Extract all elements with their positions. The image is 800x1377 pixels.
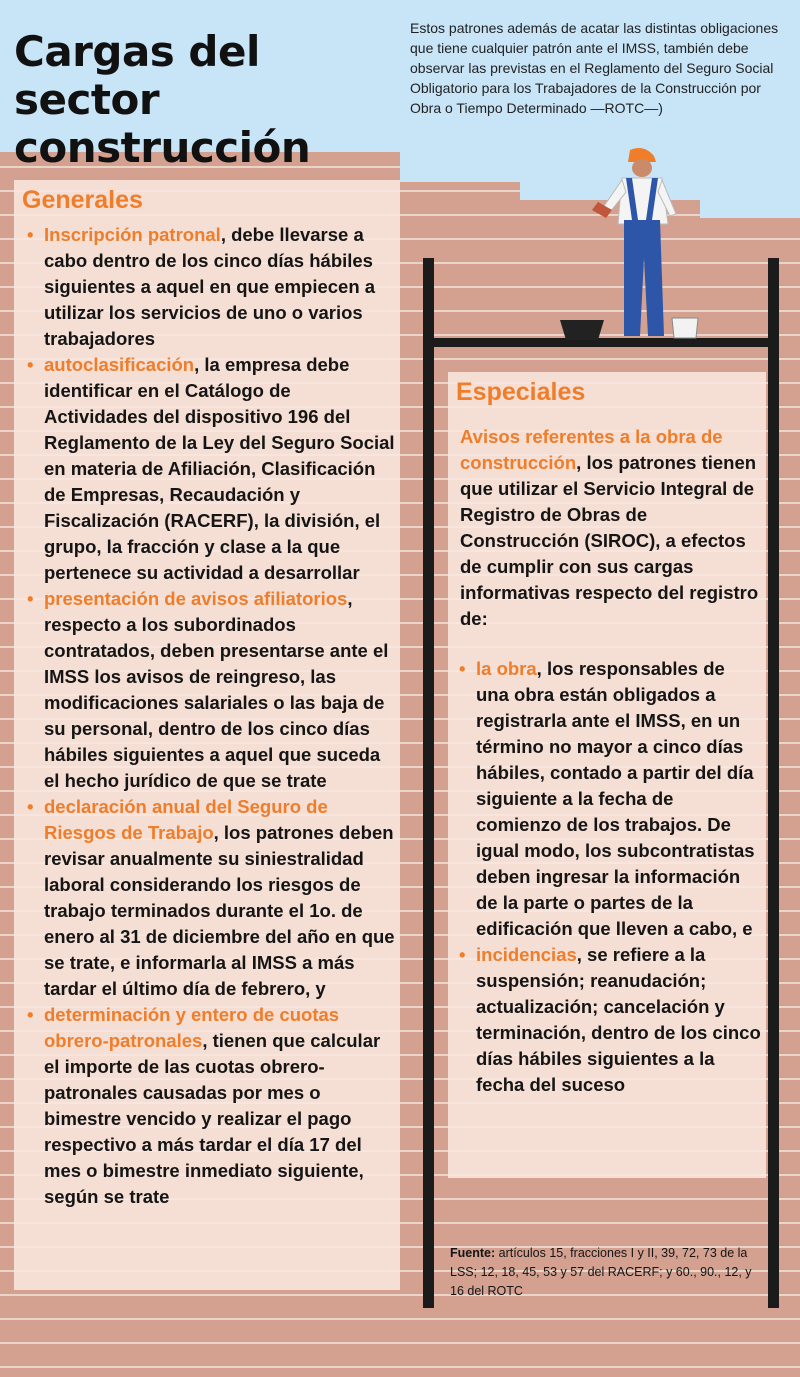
especiales-list bbox=[456, 656, 762, 1098]
generales-heading: Generales bbox=[22, 186, 143, 214]
scaffold-post-right bbox=[768, 258, 779, 1308]
especiales-intro bbox=[460, 424, 760, 632]
item-text: , debe llevarse a cabo dentro de los cinco días hábiles siguientes a aquel en que empiecen a utilizar los servicios de uno o varios trabajadores bbox=[44, 224, 376, 349]
construction-worker-illustration bbox=[560, 140, 700, 340]
item-term: presentación de avisos afiliatorios bbox=[44, 588, 348, 609]
item-term: Inscripción patronal bbox=[44, 224, 221, 245]
scaffold-post-left bbox=[423, 258, 434, 1308]
item-text: , respecto a los subordinados contratados, deben presentarse ante el IMSS los avisos de reingreso, las modificaciones salariales o las baja de su personal, dentro de los cinco días hábiles siguientes a aquel que suceda el hecho jurídico de que se trate bbox=[44, 588, 389, 791]
item-term: la obra bbox=[476, 658, 537, 679]
especiales-heading: Especiales bbox=[456, 378, 586, 406]
source-note bbox=[450, 1244, 768, 1301]
item-term: incidencias bbox=[476, 944, 577, 965]
intro-text: , los patrones tienen que utilizar el Servicio Integral de Registro de Obras de Construcción (SIROC), a efectos de cumplir con sus cargas informativas respecto del registro de: bbox=[460, 452, 759, 629]
item-text: , tienen que calcular el importe de las cuotas obrero-patronales causadas por mes o bimestre vencido y realizar el pago respectivo a más tardar el día 17 del mes o bimestre inmediato siguiente, según se trate bbox=[44, 1030, 381, 1207]
item-term: declaración anual del Seguro de Riesgos de Trabajo bbox=[44, 796, 328, 843]
item-term: autoclasificación bbox=[44, 354, 195, 375]
intro-text: Estos patrones además de acatar las distintas obligaciones que tiene cualquier patrón ante el IMSS, también debe observar las previstas en el Reglamento del Seguro Social Obligatorio para los Trabajadores de la Construcción por Obra o Tiempo Determinado —ROTC—) bbox=[410, 20, 779, 116]
item-text: , los responsables de una obra están obligados a registrarla ante el IMSS, en un término no mayor a cinco días hábiles, contado a partir del día siguiente a la fecha de comienzo de los trabajos. De igual modo, los subcontratistas deben ingresar la información de la parte o partes de la edificación que lleven a cabo, e bbox=[476, 658, 755, 939]
list-item bbox=[24, 1002, 396, 1210]
item-term: determinación y entero de cuotas obrero-patronales bbox=[44, 1004, 340, 1051]
list-item bbox=[24, 794, 396, 1002]
item-text: , la empresa debe identificar en el Catálogo de Actividades del dispositivo 196 del Reglamento de la Ley del Seguro Social en materia de Afiliación, Clasificación de Empresas, Recaudación y Fiscalización (RACERF), la división, el grupo, la fracción y clase a la que pertenece su actividad a desarrollar bbox=[44, 354, 395, 583]
item-text: , se refiere a la suspensión; reanudación; actualización; cancelación y terminación, dentro de los cinco días hábiles siguientes a la fecha del suceso bbox=[476, 944, 761, 1095]
list-item bbox=[24, 222, 396, 352]
list-item bbox=[24, 352, 396, 586]
list-item bbox=[24, 586, 396, 794]
list-item bbox=[456, 656, 762, 942]
intro-term: Avisos referentes a la obra de construcción bbox=[460, 426, 723, 473]
source-label: Fuente: bbox=[450, 1246, 496, 1260]
list-item bbox=[456, 942, 762, 1098]
generales-list bbox=[24, 222, 396, 1210]
page-title: Cargas del sector construcción bbox=[14, 27, 311, 172]
item-text: , los patrones deben revisar anualmente su siniestralidad laboral considerando los riesgos de trabajo terminados durante el 1o. de enero al 31 de diciembre del año en que se trate, e informarla al IMSS a más tardar el último día de febrero, y bbox=[44, 822, 395, 999]
sky-background bbox=[700, 198, 800, 218]
source-text: artículos 15, fracciones I y II, 39, 72, 73 de la LSS; 12, 18, 45, 53 y 57 del RACERF; y 60., 90., 12, y 16 del ROTC bbox=[450, 1246, 752, 1298]
